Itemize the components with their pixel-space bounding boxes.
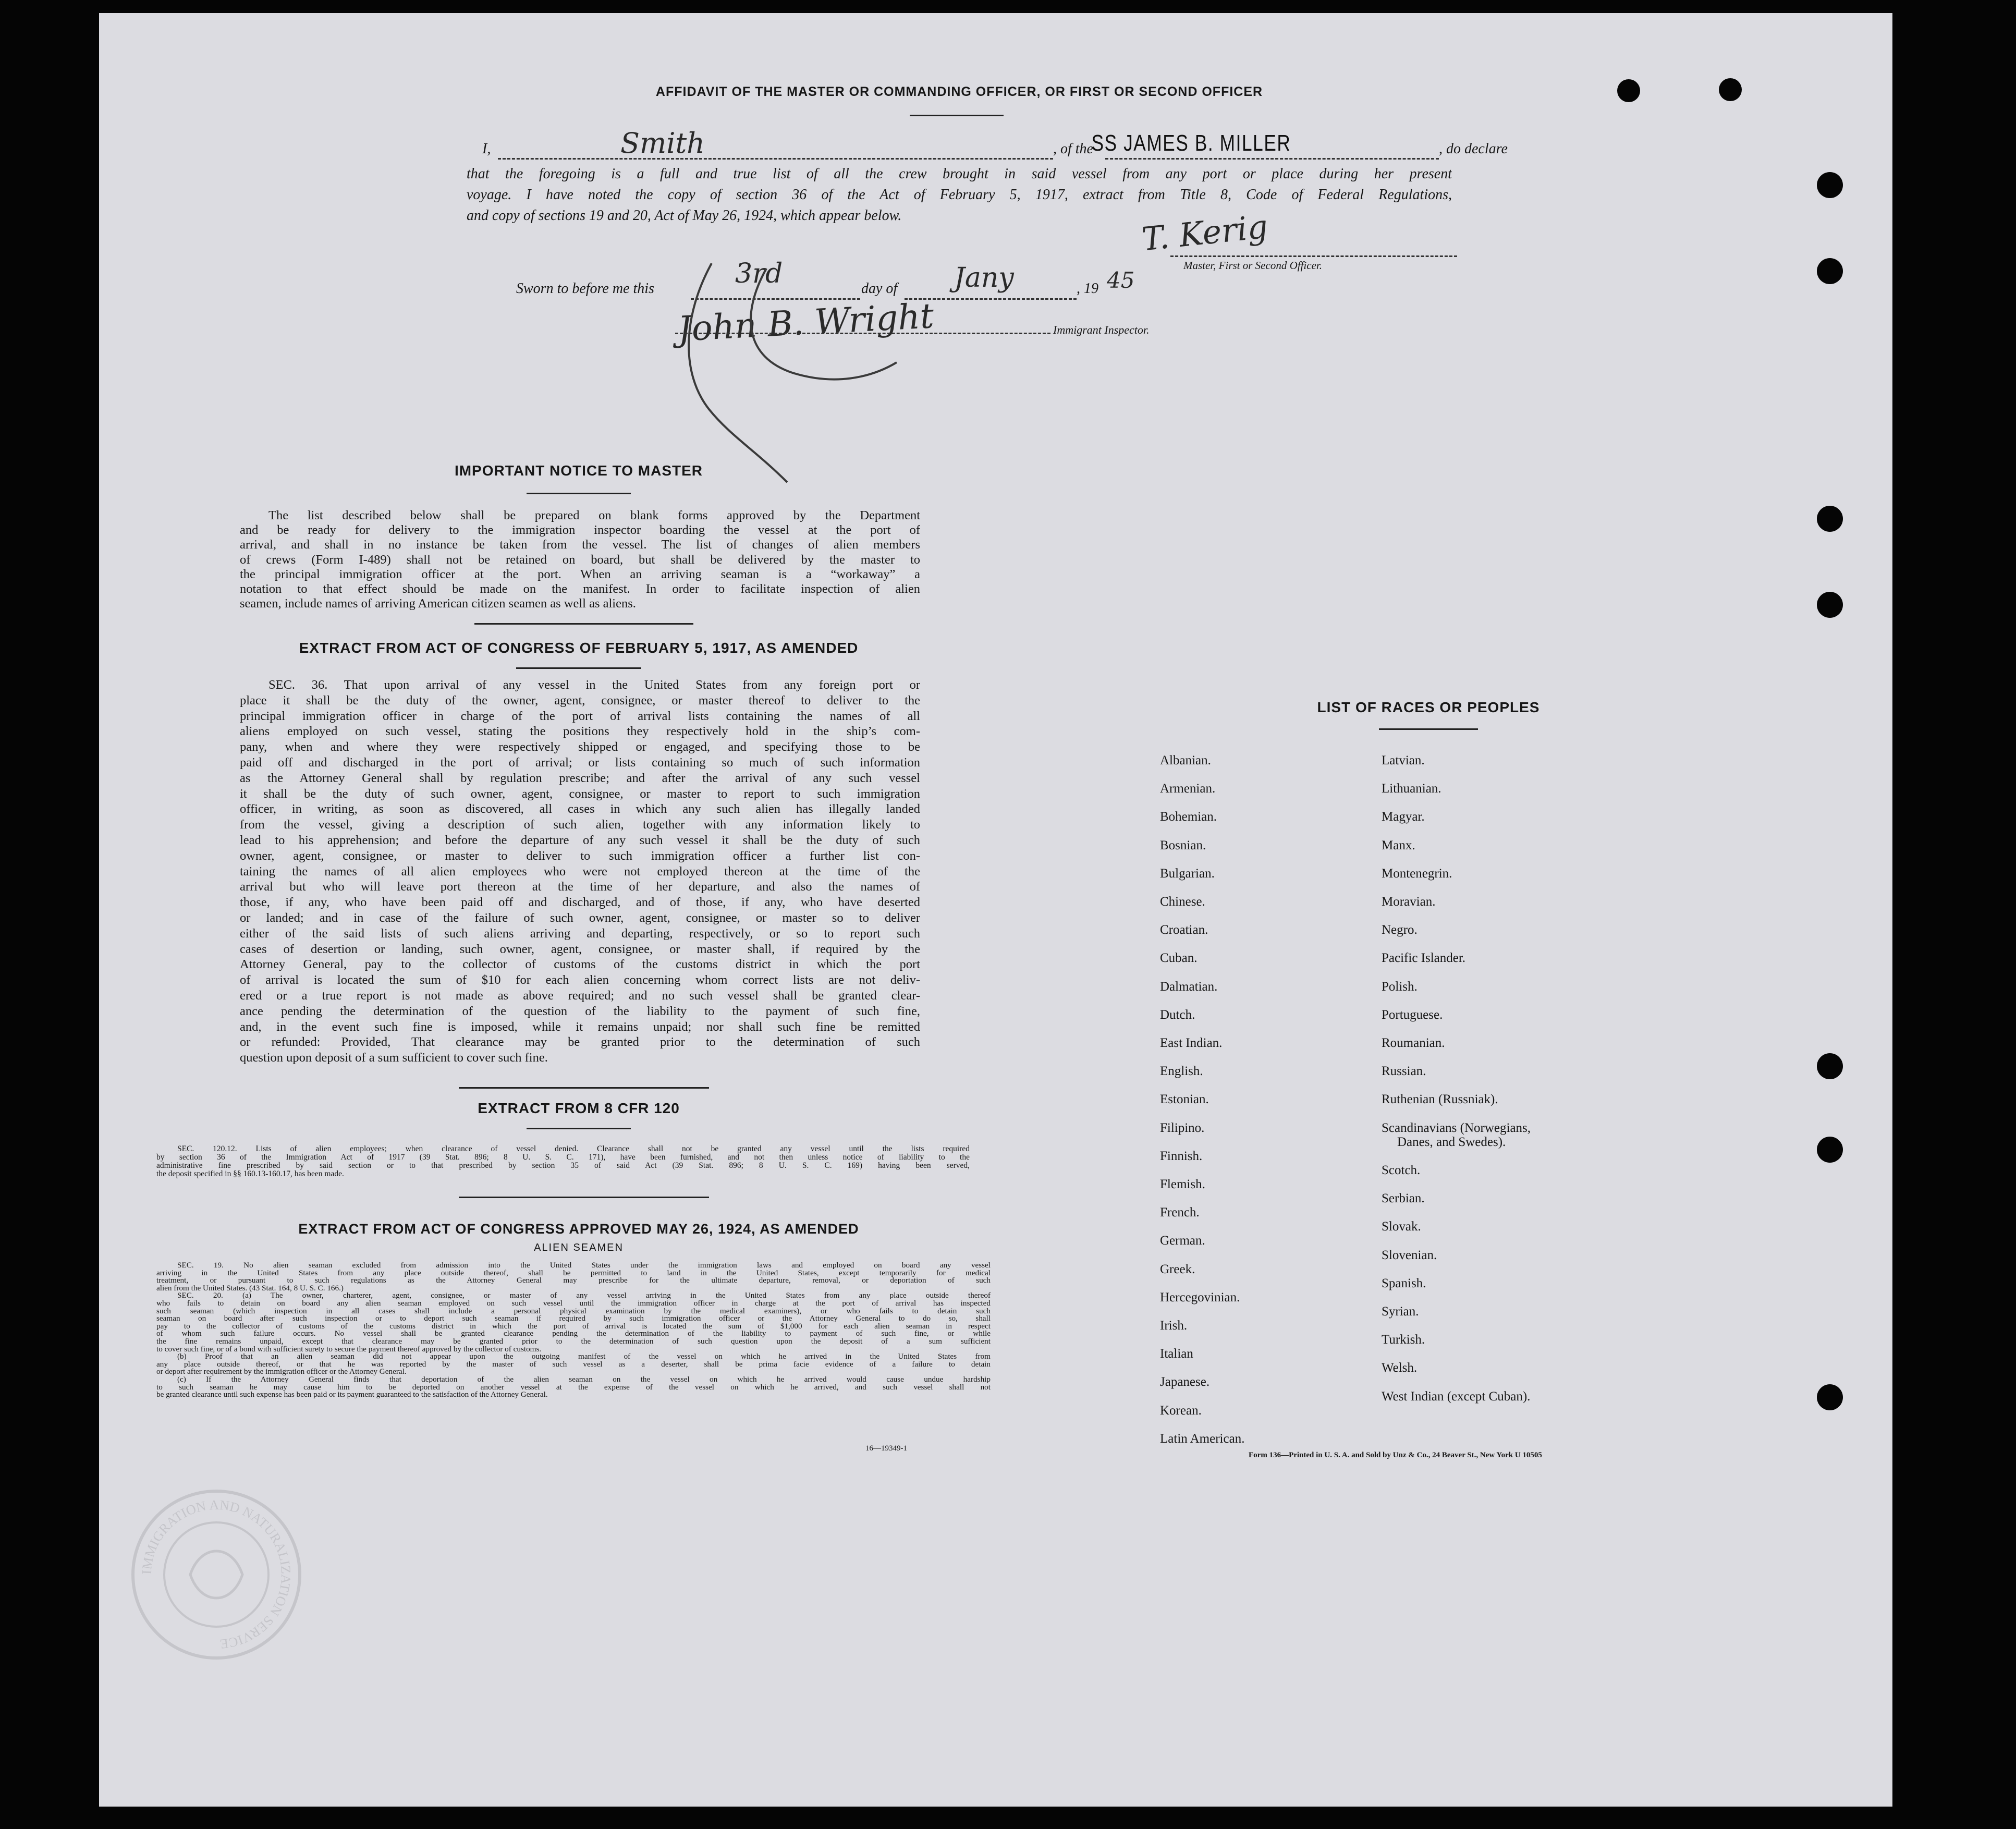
punch-hole — [1817, 1053, 1843, 1079]
race-left-item: Filipino. — [1160, 1120, 1205, 1135]
cfr-line: administrative fine prescribed by said section or to that prescribed by section 35 of said Act (39 Stat. 896; 8 U. S. C. 169) having been served, — [156, 1161, 970, 1170]
act1924-line: such seaman (which inspection in all cases shall include a personal physical examination by the medical examiners), or who fails to detain such — [156, 1306, 991, 1315]
race-left-item: French. — [1160, 1205, 1200, 1220]
act1924-line: the fine remains unpaid, except that clearance may be granted prior to the determination of such question upon the deposit of a sum sufficient — [156, 1337, 991, 1346]
race-left-item: Estonian. — [1160, 1092, 1209, 1107]
act1917-line: from the vessel, giving a description of such alien, together with any information likely to — [240, 818, 920, 832]
race-left-item: Finnish. — [1160, 1149, 1203, 1163]
affidavit-line: that the foregoing is a full and true list of all the crew brought in said vessel from any port or place during her present — [467, 166, 1452, 182]
affidavit-line: voyage. I have noted the copy of section 36 of the Act of February 5, 1917, extract from Title 8, Code of Federal Regulations, — [467, 187, 1452, 203]
act1917-line: taining the names of all alien employees who were not employed thereon at the time of the — [240, 864, 920, 879]
cfr-rule — [527, 1128, 631, 1129]
act1924-line: of whom such failure occurs. No vessel shall be granted clearance pending the determination of the liability to payment of such fine, or while — [156, 1329, 991, 1338]
race-right-item: Slovak. — [1382, 1220, 1421, 1234]
master-name-handwriting: Smith — [620, 127, 705, 160]
act1924-line: SEC. 19. No alien seaman excluded from admission into the United States under the immigration laws and employed on board any vessel — [177, 1261, 991, 1270]
race-right-item: Ruthenian (Russniak). — [1382, 1092, 1498, 1107]
race-left-item: Bosnian. — [1160, 838, 1206, 852]
year-handwriting: 45 — [1107, 267, 1135, 293]
affidavit-line: and copy of sections 19 and 20, Act of May 26, 1924, which appear below. — [467, 208, 902, 224]
act1924-line: be granted clearance until such expense has been paid or its payment guaranteed to the satisfaction of the Attorney General. — [156, 1390, 548, 1399]
race-left-item: Croatian. — [1160, 923, 1208, 937]
race-right-item: Magyar. — [1382, 810, 1425, 824]
act1917-line: those, if any, who have been paid off and discharged, and of those, if any, who have deserted — [240, 895, 920, 910]
act1924-title: EXTRACT FROM ACT OF CONGRESS APPROVED MAY 26, 1924, AS AMENDED — [298, 1221, 859, 1237]
race-left-item: English. — [1160, 1064, 1203, 1079]
affidavit-i: I, — [482, 141, 491, 157]
race-right-item: Serbian. — [1382, 1191, 1425, 1206]
embossed-seal — [128, 1486, 305, 1663]
vessel-name: SS JAMES B. MILLER — [1091, 130, 1291, 156]
race-right-item: Scotch. — [1382, 1163, 1421, 1177]
act1924-line: to such seaman he may cause him to be deported on another vessel at the expense of the vessel on which he arrived, and such vessel shall not — [156, 1382, 991, 1392]
notice-line: The list described below shall be prepared on blank forms approved by the Department — [268, 508, 920, 522]
race-left-item: Dalmatian. — [1160, 979, 1218, 994]
act1917-line: owner, agent, consignee, or master to deliver to such immigration officer a further list con- — [240, 848, 920, 863]
act1924-line: who fails to detain on board any alien seaman employed on such vessel until the immigration officer in charge at the port of arrival has inspected — [156, 1299, 991, 1308]
punch-hole — [1817, 1137, 1843, 1163]
act1924-subtitle: ALIEN SEAMEN — [534, 1242, 624, 1253]
act1917-line: paid off and discharged in the port of arrival; or lists containing so much of such information — [240, 755, 920, 770]
race-right-item: Scandinavians (Norwegians, — [1382, 1120, 1531, 1135]
race-right-item: Lithuanian. — [1382, 782, 1441, 796]
act1924-line: alien from the United States. (43 Stat. 164, 8 U. S. C. 166.) — [156, 1283, 344, 1293]
race-right-item: West Indian (except Cuban). — [1382, 1389, 1531, 1404]
race-right-item: Danes, and Swedes). — [1397, 1135, 1506, 1149]
inspector-signature-flourish — [662, 253, 902, 493]
act1924-rule-top — [459, 1197, 709, 1198]
act1917-line: ance pending the determination of the question of the liability to the payment of such fine, — [240, 1004, 920, 1018]
act1917-line: either of the said lists of such aliens arriving and departing, respectively, or so to report such — [240, 926, 920, 941]
race-left-item: Korean. — [1160, 1403, 1202, 1418]
punch-hole — [1817, 592, 1843, 618]
punch-hole — [1817, 258, 1843, 284]
act1917-line: Attorney General, pay to the collector of customs of the customs district in which the port — [240, 957, 920, 972]
punch-hole — [1817, 506, 1843, 532]
act1917-line: or refunded: Provided, That clearance may be granted prior to the determination of such — [240, 1035, 920, 1050]
race-left-item: Japanese. — [1160, 1375, 1210, 1389]
race-left-item: Bohemian. — [1160, 810, 1217, 824]
act1924-line: pay to the collector of customs of the customs district in which the port of arrival is located the sum of $1,000 for each alien seaman in respect — [156, 1321, 991, 1331]
punch-hole — [1817, 172, 1843, 198]
act1917-line: ered or a true report is not made as above required; and no such vessel shall be granted clear- — [240, 989, 920, 1003]
race-left-item: German. — [1160, 1234, 1205, 1248]
race-right-item: Turkish. — [1382, 1333, 1425, 1347]
title-rule — [910, 115, 1004, 116]
cfr-line: the deposit specified in §§ 160.13-160.17, has been made. — [156, 1169, 344, 1178]
vessel-line — [1105, 158, 1439, 160]
master-label: Master, First or Second Officer. — [1183, 259, 1322, 272]
notice-title: IMPORTANT NOTICE TO MASTER — [454, 462, 703, 479]
race-left-item: Albanian. — [1160, 753, 1211, 767]
notice-line: the principal immigration officer at the port. When an arriving seaman is a “workaway” a — [240, 567, 920, 581]
race-left-item: Hercegovinian. — [1160, 1290, 1240, 1304]
master-name-line — [498, 158, 1053, 160]
cfr-line: by section 36 of the Immigration Act of 1917 (39 Stat. 896; 8 U. S. C. 171), have been furnished, and not then unless notice of liability to the — [156, 1153, 970, 1162]
month-handwriting: Jany — [954, 262, 1014, 294]
race-left-item: Cuban. — [1160, 951, 1198, 966]
print-code: 16—19349-1 — [865, 1444, 907, 1453]
of-the-label: , of the — [1053, 141, 1093, 157]
race-left-item: Armenian. — [1160, 782, 1216, 796]
act1917-line: lead to his apprehension; and before the departure of any such vessel it shall be the duty of such — [240, 833, 920, 847]
act1917-rule-top — [474, 623, 693, 625]
day-handwriting: 3rd — [735, 258, 783, 289]
race-right-item: Slovenian. — [1382, 1248, 1437, 1262]
act1917-line: arrival but who will leave port thereon at the time of her departure, and also the names of — [240, 880, 920, 894]
race-right-item: Portuguese. — [1382, 1007, 1443, 1022]
seal-text: IMMIGRATION AND NATURALIZATION SERVICE — [139, 1497, 294, 1652]
inspector-signature: John B. Wright — [677, 296, 935, 349]
race-left-item: Flemish. — [1160, 1177, 1205, 1191]
act1917-title: EXTRACT FROM ACT OF CONGRESS OF FEBRUARY 5, 1917, AS AMENDED — [299, 640, 859, 656]
punch-hole — [1817, 1384, 1843, 1410]
act1917-line: it shall be the duty of such owner, agent, consignee, or master to report to such immigration — [240, 786, 920, 801]
act1924-line: treatment, or pursuant to such regulations as the Attorney General may prescribe for the ultimate departure, removal, or deportation of such — [156, 1276, 991, 1285]
act1917-line: place it shall be the duty of the owner, agent, consignee, or master thereof to deliver to the — [240, 693, 920, 708]
day-of-label: day of — [861, 281, 898, 297]
act1917-line: cases of desertion or landing, such owner, agent, consignee, or master shall, if required by the — [240, 942, 920, 956]
punch-hole — [1719, 78, 1742, 101]
race-right-item: Moravian. — [1382, 895, 1436, 909]
master-signature-line — [1170, 255, 1457, 257]
act1924-line: SEC. 20. (a) The owner, charterer, agent, consignee, or master of any vessel arriving in the United States from any place outside thereof — [177, 1291, 991, 1300]
races-rule — [1379, 728, 1478, 730]
race-right-item: Roumanian. — [1382, 1036, 1445, 1050]
act1917-line: principal immigration officer in charge of the port of arrival lists containing the names of all — [240, 709, 920, 723]
race-right-item: Spanish. — [1382, 1276, 1426, 1290]
act1917-line: and, in the event such fine is imposed, while it remains unpaid; nor shall such fine be remitted — [240, 1019, 920, 1034]
cfr-line: SEC. 120.12. Lists of alien employees; when clearance of vessel denied. Clearance shall not be granted any vessel until the lists required — [177, 1144, 970, 1153]
races-title: LIST OF RACES OR PEOPLES — [1317, 699, 1540, 715]
sworn-label: Sworn to before me this — [516, 281, 654, 297]
act1924-line: (c) If the Attorney General finds that deportation of the alien seaman on the vessel on which he arrived would cause undue hardship — [177, 1375, 991, 1384]
act1924-line: or deport after requirement by the immigration officer or the Attorney General. — [156, 1367, 407, 1376]
act1917-line: or landed; and in case of the failure of such owner, agent, consignee, or master so to deliver — [240, 911, 920, 925]
act1917-rule — [516, 667, 641, 669]
race-right-item: Manx. — [1382, 838, 1415, 852]
cfr-rule-top — [459, 1087, 709, 1089]
cfr-title: EXTRACT FROM 8 CFR 120 — [478, 1100, 680, 1116]
race-right-item: Pacific Islander. — [1382, 951, 1466, 966]
act1917-line: of arrival is located the sum of $10 for each alien concerning whom correct lists are not deliv- — [240, 973, 920, 987]
notice-line: of crews (Form I-489) shall not be retained on board, but shall be delivered by the master to — [240, 552, 920, 567]
race-right-item: Russian. — [1382, 1064, 1426, 1079]
act1924-line: to cover such fine, or of a bond with sufficient surety to secure the payment thereof approved by the collector of customs. — [156, 1344, 542, 1354]
notice-line: seamen, include names of arriving American citizen seamen as well as aliens. — [240, 596, 636, 611]
master-signature: T. Kerig — [1140, 207, 1270, 259]
notice-line: and be ready for delivery to the immigration inspector boarding the vessel at the port of — [240, 523, 920, 538]
form-footer: Form 136—Printed in U. S. A. and Sold by Unz & Co., 24 Beaver St., New York U 10505 — [1249, 1451, 1542, 1459]
race-right-item: Syrian. — [1382, 1304, 1419, 1319]
race-right-item: Polish. — [1382, 979, 1418, 994]
race-left-item: Latin American. — [1160, 1431, 1245, 1446]
act1917-line: as the Attorney General shall by regulation prescribe; and after the arrival of any such vessel — [240, 771, 920, 785]
act1917-line: SEC. 36. That upon arrival of any vessel in the United States from any foreign port or — [268, 678, 920, 692]
act1924-line: arriving in the United States from any place outside thereof, shall be permitted to land in the United States, except temporarily for medical — [156, 1268, 991, 1277]
act1917-line: officer, in writing, as soon as discovered, all cases in which any such alien has illegally landed — [240, 802, 920, 816]
race-left-item: Dutch. — [1160, 1007, 1195, 1022]
notice-line: arrival, and shall in no instance be taken from the vessel. The list of changes of alien members — [240, 538, 920, 552]
act1917-line: question upon deposit of a sum sufficient to cover such fine. — [240, 1051, 548, 1065]
document-page — [99, 13, 1892, 1807]
race-left-item: Greek. — [1160, 1262, 1195, 1276]
race-right-item: Latvian. — [1382, 753, 1425, 767]
race-right-item: Negro. — [1382, 923, 1418, 937]
punch-hole — [1617, 79, 1640, 102]
affidavit-title: AFFIDAVIT OF THE MASTER OR COMMANDING OFFICER, OR FIRST OR SECOND OFFICER — [655, 84, 1263, 99]
race-left-item: Irish. — [1160, 1319, 1188, 1333]
inspector-line — [675, 333, 1050, 334]
race-left-item: Bulgarian. — [1160, 866, 1215, 881]
act1924-line: any place outside thereof, or that he was reported by the master of such vessel as a deserter, shall be prima facie evidence of a failure to detain — [156, 1359, 991, 1369]
act1917-line: aliens employed on such vessel, stating the positions they respectively hold in the ship’s com- — [240, 724, 920, 739]
race-right-item: Welsh. — [1382, 1361, 1418, 1375]
race-left-item: Chinese. — [1160, 895, 1205, 909]
svg-text:IMMIGRATION AND NATURALIZATION — [139, 1497, 294, 1652]
act1924-line: seaman on board after such inspection or to deport such seaman if required by such immigration officer or the Attorney General to do so, shall — [156, 1314, 991, 1323]
inspector-label: Immigrant Inspector. — [1053, 323, 1150, 336]
notice-line: notation to that effect should be made on the manifest. In order to facilitate inspection of alien — [240, 582, 920, 596]
race-left-item: East Indian. — [1160, 1036, 1223, 1050]
year-label: , 19 — [1077, 281, 1098, 297]
notice-rule — [527, 493, 631, 494]
act1924-line: (b) Proof that an alien seaman did not appear upon the outgoing manifest of the vessel on which he arrived in the United States from — [177, 1352, 991, 1361]
do-declare-label: , do declare — [1439, 141, 1508, 157]
race-right-item: Montenegrin. — [1382, 866, 1452, 881]
act1917-line: pany, when and where they were respectively shipped or engaged, and specifying those to be — [240, 740, 920, 754]
race-left-item: Italian — [1160, 1347, 1193, 1361]
